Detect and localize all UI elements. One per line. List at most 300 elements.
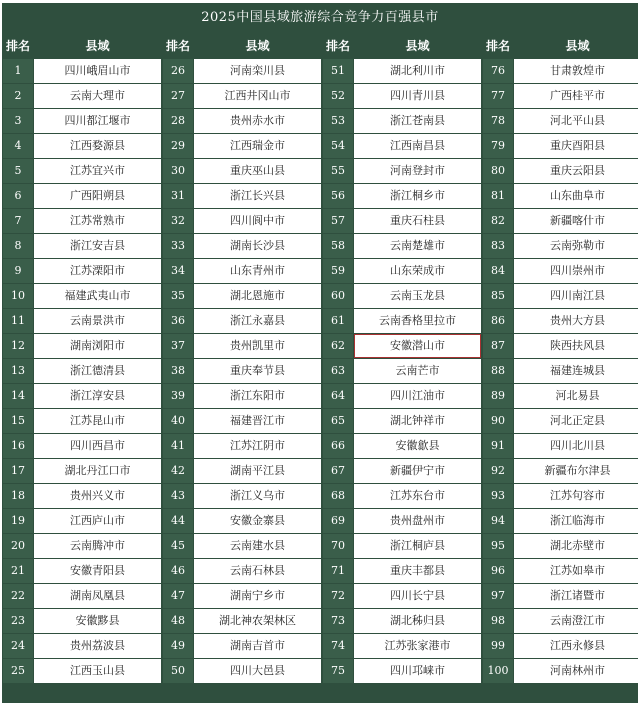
rank-cell: 67 (323, 459, 353, 483)
county-cell: 四川大邑县 (194, 659, 321, 683)
county-cell: 安徽青阳县 (34, 559, 161, 583)
header-rank: 排名 (165, 39, 190, 53)
table-row (3, 309, 161, 333)
county-cell: 四川北川县 (514, 434, 640, 458)
table-row (163, 159, 321, 183)
county-cell: 云南香格里拉市 (354, 309, 481, 333)
rank-cell: 7 (3, 209, 33, 233)
table-row (483, 284, 640, 308)
table-row (323, 209, 481, 233)
rank-cell: 12 (3, 334, 33, 358)
rank-cell: 10 (3, 284, 33, 308)
table-row (3, 109, 161, 133)
rank-cell: 81 (483, 184, 513, 208)
table-row (483, 634, 640, 658)
county-cell: 浙江义乌市 (194, 484, 321, 508)
table-row (163, 209, 321, 233)
county-cell: 江西井冈山市 (194, 84, 321, 108)
table-row (323, 334, 481, 358)
table-row (323, 459, 481, 483)
table-row (323, 259, 481, 283)
table-row (483, 559, 640, 583)
rank-cell: 44 (163, 509, 193, 533)
county-cell: 湖北利川市 (354, 59, 481, 83)
rank-cell: 60 (323, 284, 353, 308)
rank-cell: 25 (3, 659, 33, 683)
header-county: 县域 (245, 39, 270, 53)
rank-cell: 71 (323, 559, 353, 583)
rank-cell: 79 (483, 134, 513, 158)
county-cell: 河北正定县 (514, 409, 640, 433)
rank-cell: 30 (163, 159, 193, 183)
county-cell: 四川江油市 (354, 384, 481, 408)
table-row (163, 259, 321, 283)
header-rank: 排名 (485, 39, 510, 53)
table-row (3, 459, 161, 483)
table-row (3, 409, 161, 433)
rank-cell: 64 (323, 384, 353, 408)
county-cell: 福建晋江市 (194, 409, 321, 433)
table-row (163, 334, 321, 358)
county-cell: 四川邛崃市 (354, 659, 481, 683)
county-cell: 山东青州市 (194, 259, 321, 283)
county-cell: 重庆石柱县 (354, 209, 481, 233)
table-row (323, 534, 481, 558)
table-row (483, 209, 640, 233)
rank-cell: 92 (483, 459, 513, 483)
county-cell: 云南大理市 (34, 84, 161, 108)
table-row (483, 659, 640, 683)
table-row (483, 159, 640, 183)
rank-cell: 4 (3, 134, 33, 158)
county-cell: 甘肃敦煌市 (514, 59, 640, 83)
table-row (163, 584, 321, 608)
rank-cell: 76 (483, 59, 513, 83)
table-row (3, 234, 161, 258)
county-cell: 广西桂平市 (514, 84, 640, 108)
rank-cell: 42 (163, 459, 193, 483)
table-row (163, 459, 321, 483)
table-row (3, 634, 161, 658)
county-cell: 安徽金寨县 (194, 509, 321, 533)
rank-cell: 65 (323, 409, 353, 433)
table-row (323, 509, 481, 533)
rank-cell: 31 (163, 184, 193, 208)
rank-cell: 1 (3, 59, 33, 83)
county-cell: 浙江长兴县 (194, 184, 321, 208)
county-cell: 新疆布尔津县 (514, 459, 640, 483)
rank-cell: 58 (323, 234, 353, 258)
rank-cell: 34 (163, 259, 193, 283)
county-cell: 湖南凤凰县 (34, 584, 161, 608)
county-cell: 河南栾川县 (194, 59, 321, 83)
rank-cell: 37 (163, 334, 193, 358)
rank-cell: 89 (483, 384, 513, 408)
county-cell: 浙江东阳市 (194, 384, 321, 408)
rank-cell: 2 (3, 84, 33, 108)
rank-cell: 43 (163, 484, 193, 508)
table-row (163, 284, 321, 308)
county-cell: 云南芒市 (354, 359, 481, 383)
rank-cell: 96 (483, 559, 513, 583)
table-row (163, 84, 321, 108)
county-cell: 湖南长沙县 (194, 234, 321, 258)
page-title: 2025中国县域旅游综合竞争力百强县市 (201, 10, 439, 25)
ranking-sheet (2, 3, 638, 703)
county-cell: 河北易县 (514, 384, 640, 408)
rank-cell: 9 (3, 259, 33, 283)
rank-cell: 69 (323, 509, 353, 533)
rank-cell: 56 (323, 184, 353, 208)
county-cell: 贵州荔波县 (34, 634, 161, 658)
rank-cell: 38 (163, 359, 193, 383)
table-row (483, 434, 640, 458)
ranking-grid (3, 34, 637, 703)
rank-cell: 16 (3, 434, 33, 458)
rank-cell: 87 (483, 334, 513, 358)
county-cell: 新疆喀什市 (514, 209, 640, 233)
table-row (323, 234, 481, 258)
rank-cell: 23 (3, 609, 33, 633)
county-cell: 江苏常熟市 (34, 209, 161, 233)
rank-cell: 24 (3, 634, 33, 658)
county-cell: 云南楚雄市 (354, 234, 481, 258)
rank-cell: 68 (323, 484, 353, 508)
rank-cell: 14 (3, 384, 33, 408)
table-row (163, 534, 321, 558)
county-cell: 云南弥勒市 (514, 234, 640, 258)
rank-cell: 51 (323, 59, 353, 83)
rank-cell: 28 (163, 109, 193, 133)
county-cell: 四川都江堰市 (34, 109, 161, 133)
county-cell: 河北平山县 (514, 109, 640, 133)
county-cell: 贵州大方县 (514, 309, 640, 333)
county-cell: 浙江诸暨市 (514, 584, 640, 608)
table-row (163, 634, 321, 658)
table-row (163, 109, 321, 133)
table-row (483, 534, 640, 558)
rank-cell: 35 (163, 284, 193, 308)
county-cell: 湖北秭归县 (354, 609, 481, 633)
county-cell: 湖南宁乡市 (194, 584, 321, 608)
county-cell: 浙江桐庐县 (354, 534, 481, 558)
rank-cell: 90 (483, 409, 513, 433)
county-cell: 广西阳朔县 (34, 184, 161, 208)
county-cell: 江西瑞金市 (194, 134, 321, 158)
county-cell: 重庆巫山县 (194, 159, 321, 183)
rank-cell: 91 (483, 434, 513, 458)
rank-cell: 61 (323, 309, 353, 333)
table-row (483, 484, 640, 508)
county-cell: 四川阆中市 (194, 209, 321, 233)
rank-cell: 49 (163, 634, 193, 658)
table-row (3, 134, 161, 158)
column-header (163, 34, 321, 58)
rank-cell: 39 (163, 384, 193, 408)
header-rank: 排名 (5, 39, 30, 53)
county-cell: 四川长宁县 (354, 584, 481, 608)
rank-cell: 26 (163, 59, 193, 83)
rank-cell: 19 (3, 509, 33, 533)
rank-cell: 78 (483, 109, 513, 133)
rank-cell: 11 (3, 309, 33, 333)
table-row (323, 584, 481, 608)
county-cell: 安徽黟县 (34, 609, 161, 633)
county-cell: 云南景洪市 (34, 309, 161, 333)
table-row (323, 609, 481, 633)
rank-cell: 57 (323, 209, 353, 233)
county-cell: 贵州赤水市 (194, 109, 321, 133)
county-cell: 福建连城县 (514, 359, 640, 383)
table-row (323, 559, 481, 583)
rank-cell: 54 (323, 134, 353, 158)
rank-cell: 84 (483, 259, 513, 283)
table-row (323, 634, 481, 658)
rank-cell: 80 (483, 159, 513, 183)
table-row (3, 59, 161, 83)
rank-cell: 27 (163, 84, 193, 108)
county-cell: 重庆奉节县 (194, 359, 321, 383)
table-row (323, 659, 481, 683)
rank-cell: 83 (483, 234, 513, 258)
county-cell: 江苏句容市 (514, 484, 640, 508)
header-county: 县域 (405, 39, 430, 53)
county-cell: 浙江安吉县 (34, 234, 161, 258)
rank-cell: 46 (163, 559, 193, 583)
rank-cell: 75 (323, 659, 353, 683)
table-row (3, 509, 161, 533)
table-row (323, 384, 481, 408)
table-row (3, 334, 161, 358)
rank-cell: 82 (483, 209, 513, 233)
rank-cell: 48 (163, 609, 193, 633)
table-row (483, 184, 640, 208)
table-row (323, 134, 481, 158)
column-header (483, 34, 640, 58)
rank-cell: 32 (163, 209, 193, 233)
county-cell: 浙江永嘉县 (194, 309, 321, 333)
county-cell: 贵州凯里市 (194, 334, 321, 358)
rank-cell: 3 (3, 109, 33, 133)
table-row (323, 409, 481, 433)
county-cell: 江西庐山市 (34, 509, 161, 533)
table-row (3, 534, 161, 558)
rank-cell: 77 (483, 84, 513, 108)
table-row (323, 84, 481, 108)
table-row (323, 434, 481, 458)
rank-cell: 45 (163, 534, 193, 558)
rank-cell: 74 (323, 634, 353, 658)
rank-cell: 95 (483, 534, 513, 558)
county-cell: 江西玉山县 (34, 659, 161, 683)
county-cell: 湖南平江县 (194, 459, 321, 483)
table-row (483, 234, 640, 258)
table-row (483, 134, 640, 158)
table-row (3, 184, 161, 208)
table-row (3, 259, 161, 283)
table-row (483, 359, 640, 383)
rank-cell: 94 (483, 509, 513, 533)
county-cell: 湖北赤壁市 (514, 534, 640, 558)
county-cell: 重庆酉阳县 (514, 134, 640, 158)
table-row (163, 359, 321, 383)
county-cell: 江苏江阴市 (194, 434, 321, 458)
rank-cell: 18 (3, 484, 33, 508)
county-cell: 山东曲阜市 (514, 184, 640, 208)
table-row (483, 609, 640, 633)
table-row (163, 184, 321, 208)
table-row (163, 234, 321, 258)
rank-cell: 13 (3, 359, 33, 383)
county-cell: 河南林州市 (514, 659, 640, 683)
table-row (483, 334, 640, 358)
county-cell: 云南澄江市 (514, 609, 640, 633)
table-row (163, 484, 321, 508)
county-cell: 四川青川县 (354, 84, 481, 108)
county-cell: 陕西扶风县 (514, 334, 640, 358)
rank-cell: 20 (3, 534, 33, 558)
table-row (163, 409, 321, 433)
highlighted-county-cell: 安徽潜山市 (354, 334, 481, 358)
table-row (483, 309, 640, 333)
rank-cell: 63 (323, 359, 353, 383)
county-cell: 江苏张家港市 (354, 634, 481, 658)
ranking-column-4 (483, 34, 640, 703)
header-county: 县域 (85, 39, 110, 53)
county-cell: 贵州兴义市 (34, 484, 161, 508)
county-cell: 江苏宜兴市 (34, 159, 161, 183)
county-cell: 贵州盘州市 (354, 509, 481, 533)
table-row (3, 659, 161, 683)
table-row (323, 159, 481, 183)
table-row (3, 84, 161, 108)
county-cell: 四川崇州市 (514, 259, 640, 283)
county-cell: 湖北恩施市 (194, 284, 321, 308)
rank-cell: 8 (3, 234, 33, 258)
table-row (163, 509, 321, 533)
county-cell: 重庆云阳县 (514, 159, 640, 183)
table-row (3, 359, 161, 383)
table-row (483, 459, 640, 483)
table-row (323, 59, 481, 83)
county-cell: 四川西昌市 (34, 434, 161, 458)
rank-cell: 99 (483, 634, 513, 658)
column-header (3, 34, 161, 58)
county-cell: 湖南吉首市 (194, 634, 321, 658)
rank-cell: 33 (163, 234, 193, 258)
rank-cell: 22 (3, 584, 33, 608)
county-cell: 新疆伊宁市 (354, 459, 481, 483)
rank-cell: 62 (323, 334, 353, 358)
county-cell: 江西南昌县 (354, 134, 481, 158)
table-row (323, 284, 481, 308)
rank-cell: 72 (323, 584, 353, 608)
table-row (483, 409, 640, 433)
header-county: 县域 (565, 39, 590, 53)
table-row (483, 259, 640, 283)
rank-cell: 40 (163, 409, 193, 433)
rank-cell: 66 (323, 434, 353, 458)
rank-cell: 15 (3, 409, 33, 433)
county-cell: 浙江苍南县 (354, 109, 481, 133)
county-cell: 江苏溧阳市 (34, 259, 161, 283)
table-row (163, 59, 321, 83)
table-row (483, 509, 640, 533)
table-row (3, 609, 161, 633)
county-cell: 浙江临海市 (514, 509, 640, 533)
ranking-column-3 (323, 34, 481, 703)
county-cell: 福建武夷山市 (34, 284, 161, 308)
table-row (163, 134, 321, 158)
ranking-column-2 (163, 34, 321, 703)
county-cell: 云南玉龙县 (354, 284, 481, 308)
county-cell: 重庆丰都县 (354, 559, 481, 583)
rank-cell: 86 (483, 309, 513, 333)
table-row (3, 434, 161, 458)
county-cell: 河南登封市 (354, 159, 481, 183)
rank-cell: 53 (323, 109, 353, 133)
rank-cell: 59 (323, 259, 353, 283)
table-row (483, 384, 640, 408)
rank-cell: 21 (3, 559, 33, 583)
table-row (163, 559, 321, 583)
table-row (323, 109, 481, 133)
county-cell: 云南腾冲市 (34, 534, 161, 558)
county-cell: 四川峨眉山市 (34, 59, 161, 83)
table-row (323, 484, 481, 508)
rank-cell: 100 (483, 659, 513, 683)
county-cell: 湖北丹江口市 (34, 459, 161, 483)
table-row (163, 309, 321, 333)
county-cell: 云南建水县 (194, 534, 321, 558)
county-cell: 浙江桐乡市 (354, 184, 481, 208)
table-row (163, 434, 321, 458)
county-cell: 云南石林县 (194, 559, 321, 583)
rank-cell: 52 (323, 84, 353, 108)
county-cell: 浙江淳安县 (34, 384, 161, 408)
table-row (483, 109, 640, 133)
rank-cell: 41 (163, 434, 193, 458)
rank-cell: 70 (323, 534, 353, 558)
rank-cell: 47 (163, 584, 193, 608)
table-row (323, 184, 481, 208)
county-cell: 安徽歙县 (354, 434, 481, 458)
county-cell: 四川南江县 (514, 284, 640, 308)
rank-cell: 50 (163, 659, 193, 683)
table-row (3, 209, 161, 233)
table-row (3, 584, 161, 608)
rank-cell: 97 (483, 584, 513, 608)
rank-cell: 85 (483, 284, 513, 308)
rank-cell: 93 (483, 484, 513, 508)
county-cell: 江西婺源县 (34, 134, 161, 158)
county-cell: 湖南浏阳市 (34, 334, 161, 358)
table-row (3, 384, 161, 408)
rank-cell: 5 (3, 159, 33, 183)
county-cell: 江苏昆山市 (34, 409, 161, 433)
county-cell: 湖北神农架林区 (194, 609, 321, 633)
rank-cell: 36 (163, 309, 193, 333)
rank-cell: 29 (163, 134, 193, 158)
county-cell: 湖北钟祥市 (354, 409, 481, 433)
table-row (163, 384, 321, 408)
header-rank: 排名 (325, 39, 350, 53)
county-cell: 江苏东台市 (354, 484, 481, 508)
table-row (3, 284, 161, 308)
table-row (163, 609, 321, 633)
table-row (483, 584, 640, 608)
county-cell: 江苏如皋市 (514, 559, 640, 583)
